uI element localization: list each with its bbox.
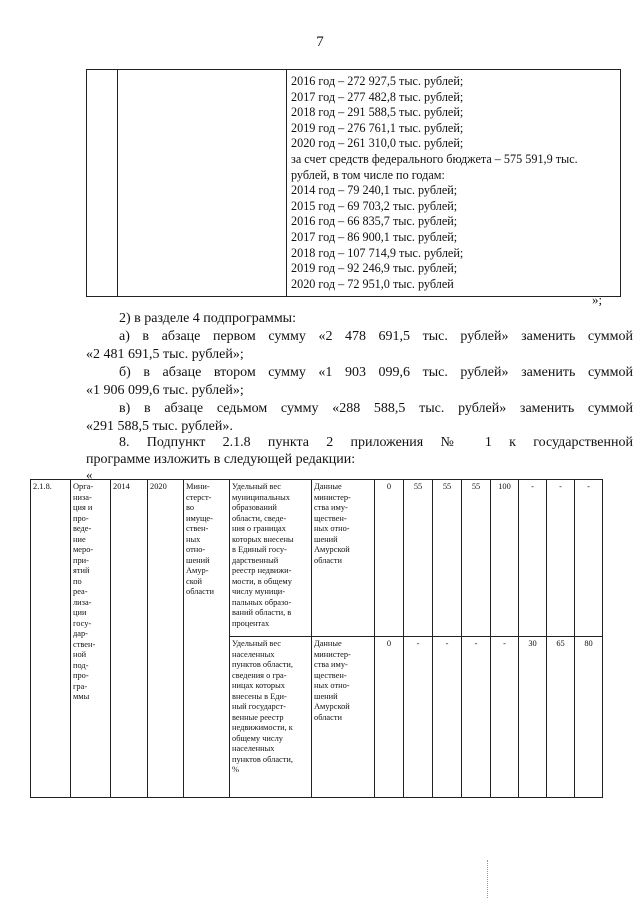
- funding-line: 2019 год – 92 246,9 тыс. рублей;: [291, 261, 458, 276]
- funding-line: 2018 год – 107 714,9 тыс. рублей;: [291, 245, 464, 260]
- value-cell: 55: [462, 480, 491, 637]
- funding-line: 2020 год – 72 951,0 тыс. рублей: [291, 276, 454, 291]
- value-cell: -: [491, 637, 519, 798]
- page-number: 7: [316, 34, 324, 50]
- opening-quote: «: [86, 467, 93, 482]
- paragraph-section-4: 2) в разделе 4 подпрограммы:: [119, 311, 296, 326]
- paragraph-v-line-1: в) в абзаце седьмом сумму «288 588,5 тыс. рублей» заменить суммой: [119, 401, 633, 416]
- end-year-cell: 2020: [148, 480, 184, 798]
- value-cell: 55: [433, 480, 462, 637]
- paragraph-8-line-1: 8. Подпункт 2.1.8 пункта 2 приложения № 1 к государственной: [119, 435, 633, 450]
- indicator-table: [30, 479, 603, 798]
- closing-quote: »;: [592, 292, 603, 307]
- value-cell: 0: [375, 480, 404, 637]
- value-cell: 80: [575, 637, 603, 798]
- funding-line: 2020 год – 261 310,0 тыс. рублей;: [291, 136, 464, 151]
- funding-table-empty-cell-2: [118, 70, 287, 297]
- value-cell: -: [433, 637, 462, 798]
- funding-line: 2017 год – 86 900,1 тыс. рублей;: [291, 229, 458, 244]
- source-cell: Данные министер- ства иму- ществен- ных отно- шений Амурской области: [312, 480, 375, 637]
- paragraph-a-line-1: а) в абзаце первом сумму «2 478 691,5 тыс. рублей» заменить суммой: [119, 329, 633, 344]
- value-cell: 0: [375, 637, 404, 798]
- table-row: [31, 480, 603, 637]
- value-cell: -: [547, 480, 575, 637]
- value-cell: 65: [547, 637, 575, 798]
- value-cell: -: [519, 480, 547, 637]
- funding-line: 2017 год – 277 482,8 тыс. рублей;: [291, 89, 464, 104]
- indicator-cell: Удельный вес населенных пунктов области, сведения о гра- ницах которых внесены в Еди- ный государст- венные реестр недвижимости, к общему числу населенных пунктов области, %: [230, 637, 312, 798]
- executor-cell: Мини- стерст- во имуще- ствен- ных отно- шений Амур- ской области: [184, 480, 230, 798]
- activity-cell: Орга- низа- ция и про- веде- ние меро- при- ятий по реа- лиза- ции госу- дар- ствен- ной под- про- гра- ммы: [71, 480, 111, 798]
- funding-line: за счет средств федерального бюджета – 575 591,9 тыс.: [291, 151, 578, 166]
- paragraph-a-line-2: «2 481 691,5 тыс. рублей»;: [86, 347, 244, 362]
- funding-line: 2019 год – 276 761,1 тыс. рублей;: [291, 120, 464, 135]
- paragraph-b-line-2: «1 906 099,6 тыс. рублей»;: [86, 383, 244, 398]
- funding-line: 2016 год – 272 927,5 тыс. рублей;: [291, 74, 464, 88]
- start-year-cell: 2014: [111, 480, 148, 798]
- funding-line: 2016 год – 66 835,7 тыс. рублей;: [291, 214, 458, 229]
- funding-line: рублей, в том числе по годам:: [291, 167, 445, 182]
- funding-table-empty-cell-1: [87, 70, 118, 297]
- scan-artifact: [487, 860, 490, 898]
- value-cell: 55: [404, 480, 433, 637]
- paragraph-b-line-1: б) в абзаце втором сумму «1 903 099,6 тыс. рублей» заменить суммой: [119, 365, 633, 380]
- paragraph-8-line-2: программе изложить в следующей редакции:: [86, 452, 356, 467]
- value-cell: -: [462, 637, 491, 798]
- value-cell: -: [404, 637, 433, 798]
- source-cell: Данные министер- ства иму- ществен- ных отно- шений Амурской области: [312, 637, 375, 798]
- indicator-cell: Удельный вес муниципальных образований области, сведе- ния о границах которых внесены в Единый госу- дарственный реестр недвижи- мости, в общему числу муници- пальных образо- ваний области, в процентах: [230, 480, 312, 637]
- code-cell: 2.1.8.: [31, 480, 71, 798]
- funding-line: 2018 год – 291 588,5 тыс. рублей;: [291, 105, 464, 120]
- funding-line: 2014 год – 79 240,1 тыс. рублей;: [291, 183, 458, 198]
- funding-table-text-cell: [287, 70, 621, 297]
- value-cell: 100: [491, 480, 519, 637]
- paragraph-v-line-2: «291 588,5 тыс. рублей».: [86, 419, 233, 434]
- value-cell: -: [575, 480, 603, 637]
- funding-table: [86, 69, 621, 297]
- value-cell: 30: [519, 637, 547, 798]
- funding-line: 2015 год – 69 703,2 тыс. рублей;: [291, 198, 458, 213]
